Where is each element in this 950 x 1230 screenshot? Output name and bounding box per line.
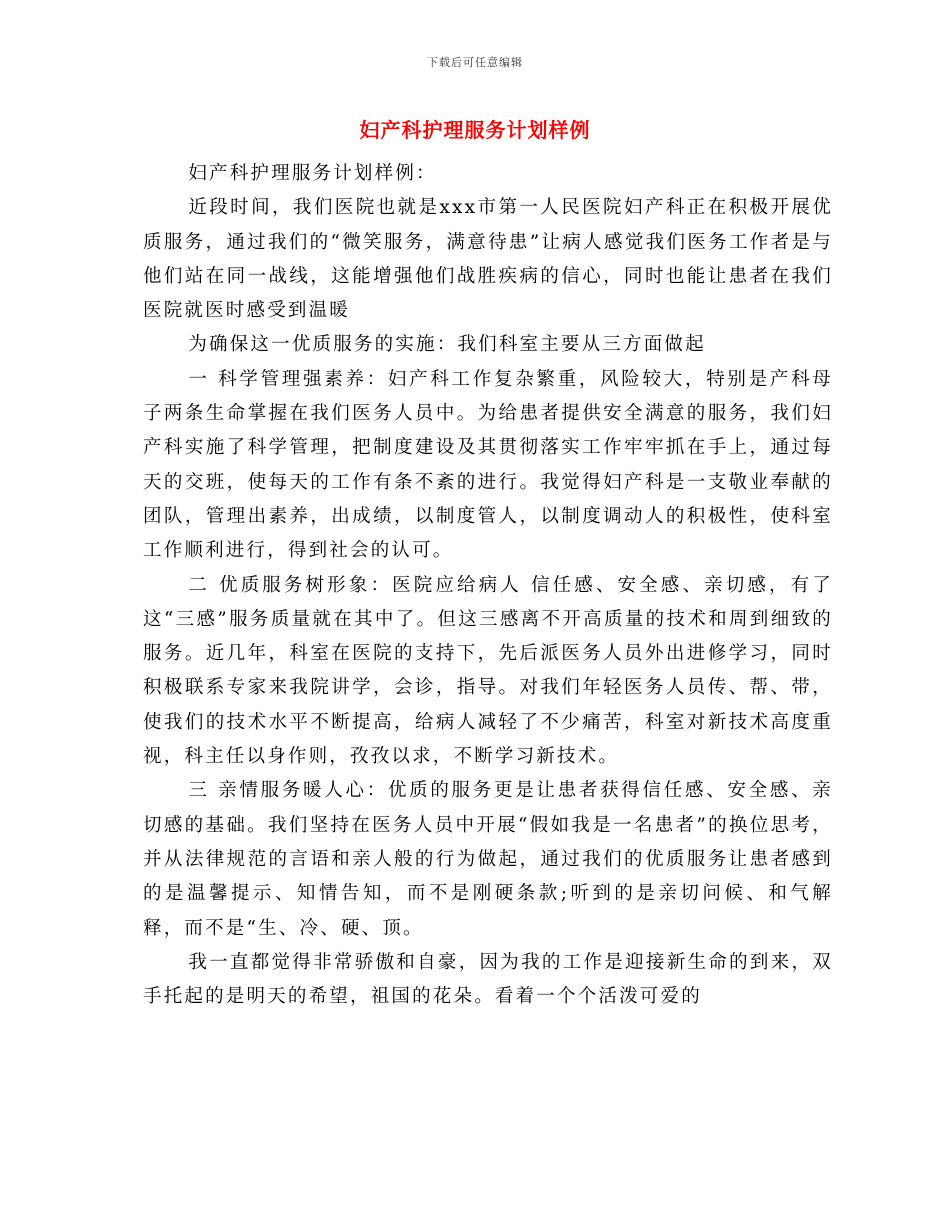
- document-body: [143, 157, 833, 1014]
- paragraph-plan-summary: 为确保这一优质服务的实施：我们科室主要从三方面做起: [188, 334, 706, 356]
- header-note: 下载后可任意编辑: [427, 56, 523, 69]
- paragraph-point-one: 一 科学管理强素养：妇产科工作复杂繁重，风险较大，特别是产科母子两条生命掌握在我们医务人员中。为给患者提供安全满意的服务，我们妇产科实施了科学管理，把制度建设及其贯彻落实工作牢牢抓在手上，通过每天的交班，使每天的工作有条不紊的进行。我觉得妇产科是一支敬业奉献的团队，管理出素养，出成绩，以制度管人，以制度调动人的积极性，使科室工作顺利进行，得到社会的认可。: [143, 368, 833, 562]
- document-title: 妇产科护理服务计划样例: [359, 118, 591, 142]
- paragraph-point-three: 三 亲情服务暖人心：优质的服务更是让患者获得信任感、安全感、亲切感的基础。我们坚持在医务人员中开展“假如我是一名患者”的换位思考，并从法律规范的言语和亲人般的行为做起，通过我们的优质服务让患者感到的是温馨提示、知情告知，而不是刚硬条款;听到的是亲切问候、和气解释，而不是“生、冷、硬、顶。: [143, 780, 833, 939]
- paragraph-point-two: 二 优质服务树形象：医院应给病人 信任感、安全感、亲切感，有了这“三感”服务质量就在其中了。但这三感离不开高质量的技术和周到细致的服务。近几年，科室在医院的支持下，先后派医务人员外出进修学习，同时积极联系专家来我院讲学，会诊，指导。对我们年轻医务人员传、帮、带，使我们的技术水平不断提高，给病人减轻了不少痛苦，科室对新技术高度重视，科主任以身作则，孜孜以求，不断学习新技术。: [143, 574, 833, 768]
- paragraph-intro: 妇产科护理服务计划样例：: [188, 163, 437, 184]
- paragraph-closing: 我一直都觉得非常骄傲和自豪，因为我的工作是迎接新生命的到来，双手托起的是明天的希望，祖国的花朵。看着一个个活泼可爱的: [143, 951, 833, 1008]
- paragraph-background: 近段时间，我们医院也就是xxx市第一人民医院妇产科正在积极开展优质服务，通过我们的“微笑服务，满意待患”让病人感觉我们医务工作者是与他们站在同一战线，这能增强他们战胜疾病的信心，同时也能让患者在我们医院就医时感受到温暖: [143, 197, 833, 322]
